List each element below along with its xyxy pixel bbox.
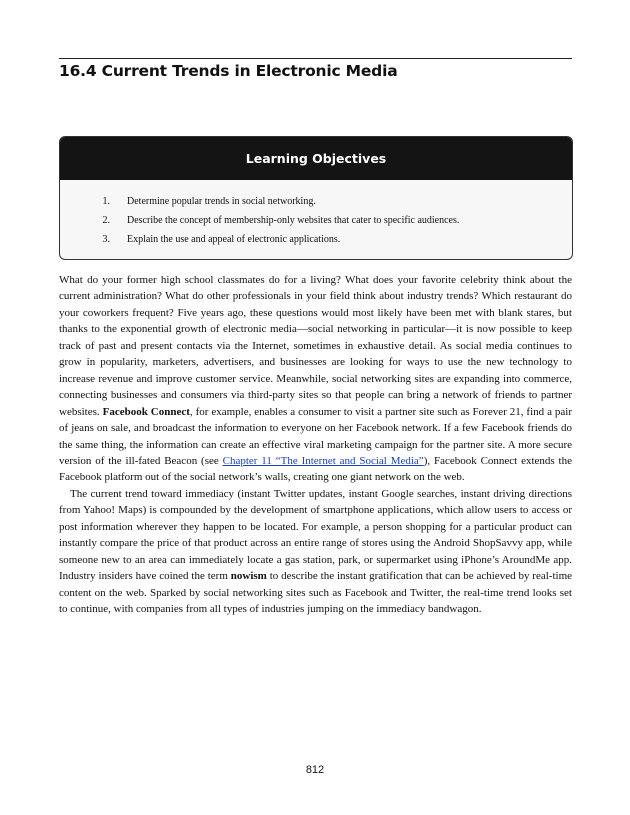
paragraph [59,486,572,618]
list-item [60,230,572,249]
key-term-nowism: nowism [230,570,267,583]
paragraph-text: ), Facebook Connect extends the Facebook platform out of the social network’s walls, creating one giant network on the web. [59,454,572,484]
paragraph [59,272,572,486]
list-item [60,192,572,211]
paragraph-text: The current trend toward immediacy (instant Twitter updates, instant Google searches, instant driving directions from Yahoo! Maps) is compounded by the development of smartphone applications, which allow users to access or post information wherever they happen to be located. For example, a person shopping for a particular product can instantly compare the price of that product across an entire range of stores using the Android ShopSavvy app, while someone new to an area can immediately locate a gas station, park, or supermarket using iPhone’s AroundMe app. Industry insiders have coined the term [59,487,572,583]
header-rule [59,58,572,59]
list-item-number: 2. [102,215,110,226]
list-item-text: Describe the concept of membership-only websites that cater to specific audiences. [127,215,460,226]
section-title: 16.4 Current Trends in Electronic Media [59,62,398,80]
key-term-facebook-connect: Facebook Connect [102,405,190,418]
body-text [59,272,572,618]
learning-objectives-heading: Learning Objectives [60,137,572,180]
paragraph-text: What do your former high school classmates do for a living? What does your favorite celebrity think about the current administration? What do other professionals in your field think about industry trends? Which restaurant do your coworkers frequent? Five years ago, these questions would most likely have been met with blank stares, but thanks to the exponential growth of electronic media—social networking in particular—it is now possible to keep track of past and present contacts via the Internet, sometimes in exhaustive detail. As social media continues to grow in popularity, marketers, advertisers, and businesses are looking for ways to use the new technology to increase revenue and improve customer service. Meanwhile, social networking sites are expanding into commerce, connecting businesses and consumers via third-party sites so that people can bring a network of friends to partner websites. [59,274,572,418]
list-item-number: 3. [102,234,110,245]
page-number: 812 [305,764,325,776]
list-item [60,211,572,230]
list-item-number: 1. [102,196,110,207]
learning-objectives-list [60,180,572,249]
list-item-text: Explain the use and appeal of electronic applications. [127,234,341,245]
list-item-text: Determine popular trends in social networking. [127,196,316,207]
paragraph-text: to describe the instant gratification that can be achieved by real-time content on the web. Sparked by social networking sites such as Facebook and Twitter, the real-time trend looks set to continue, with companies from all types of industries jumping on the immediacy bandwagon. [59,570,573,616]
paragraph-text: , for example, enables a consumer to visit a partner site such as Forever 21, find a pair of jeans on sale, and broadcast the information to everyone on her Facebook network. If a few Facebook friends do the same thing, the information can create an effective viral marketing campaign for the partner site. A more secure version of the ill-fated Beacon (see [59,405,573,467]
chapter-link[interactable]: Chapter 11 “The Internet and Social Media” [222,454,424,467]
learning-objectives-box [59,136,573,260]
